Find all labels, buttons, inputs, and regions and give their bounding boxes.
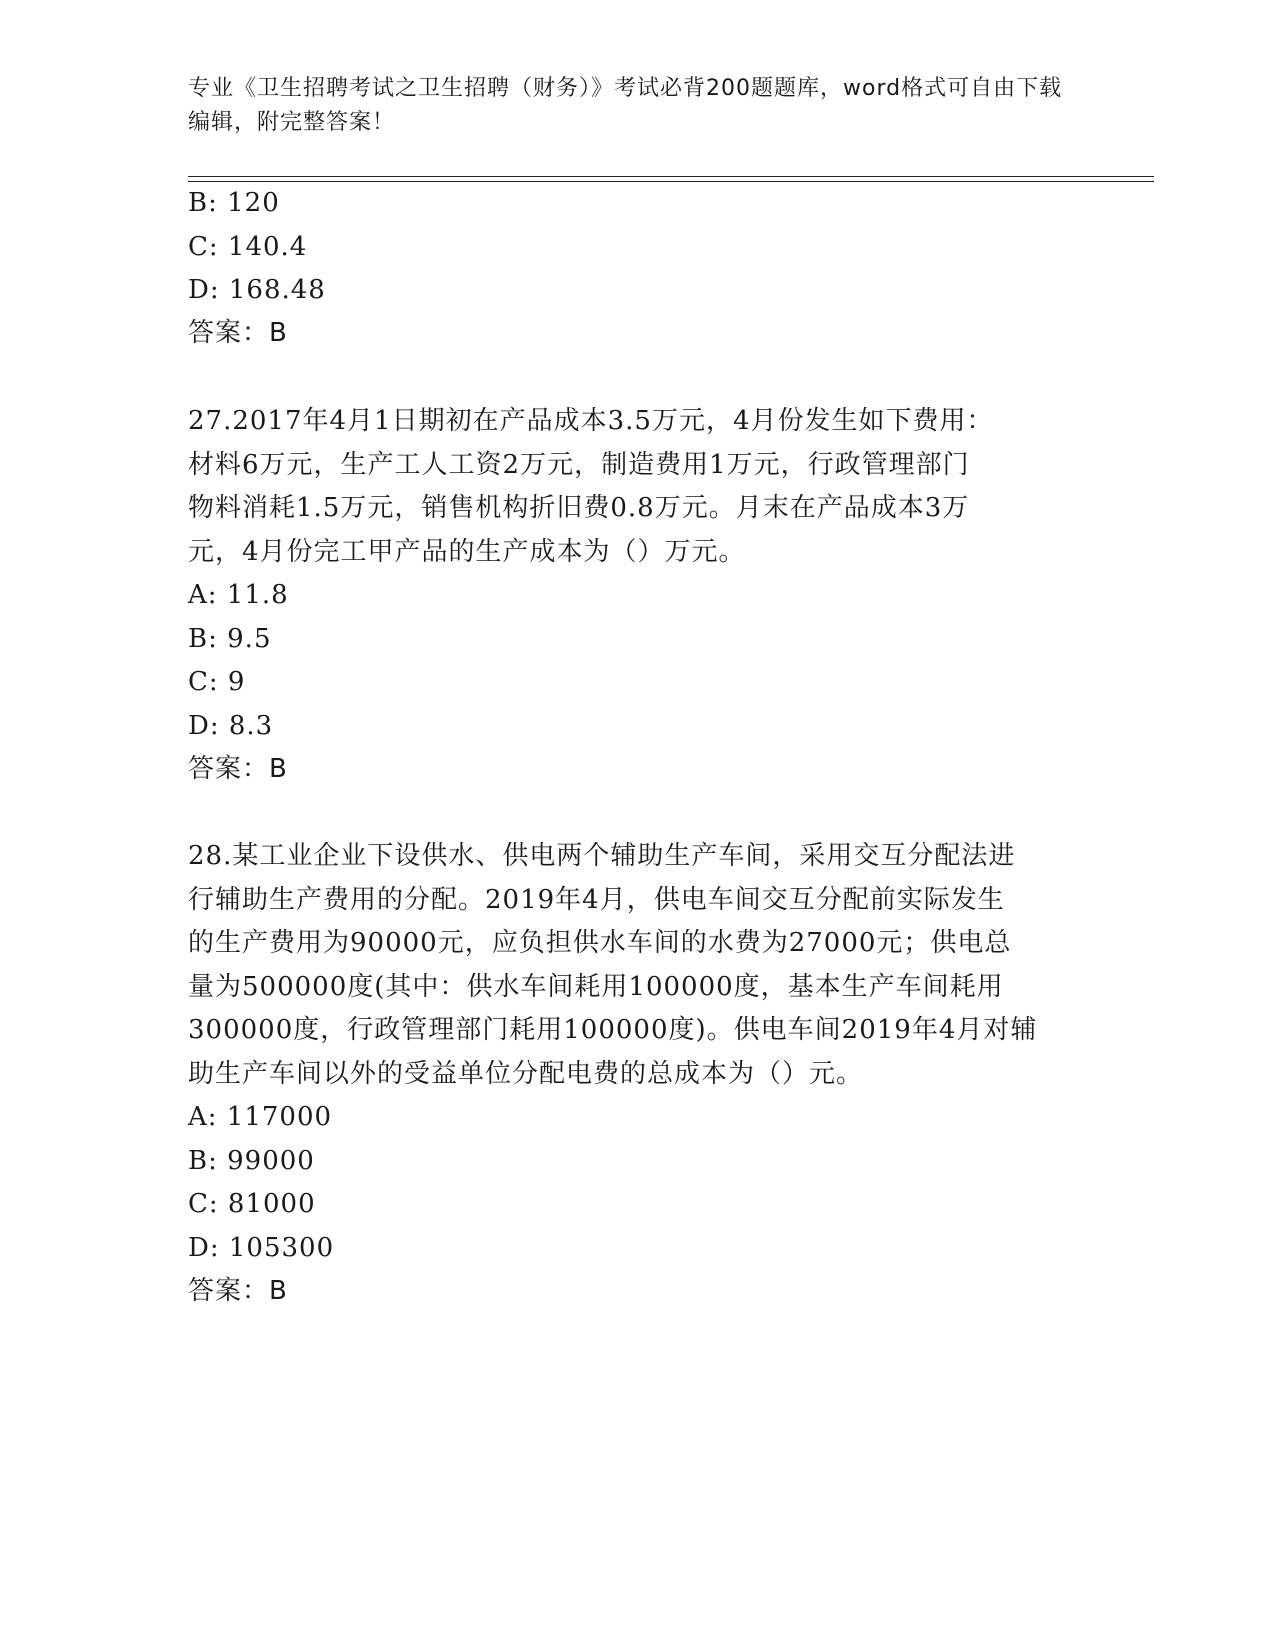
option-d: D: 8.3 <box>188 711 274 741</box>
option-b: B: 9.5 <box>188 624 272 654</box>
option-c: C: 81000 <box>188 1189 316 1219</box>
answer: 答案：B <box>188 1276 288 1306</box>
question-line: 28.某工业企业下设供水、供电两个辅助生产车间，采用交互分配法进 <box>188 841 1016 871</box>
option-b: B: 99000 <box>188 1146 315 1176</box>
question-line: 行辅助生产费用的分配。2019年4月，供电车间交互分配前实际发生 <box>188 885 1005 915</box>
option-d: D: 168.48 <box>188 275 326 305</box>
answer: 答案：B <box>188 754 288 784</box>
question-line: 的生产费用为90000元，应负担供水车间的水费为27000元；供电总 <box>188 928 1012 958</box>
option-c: C: 9 <box>188 667 246 697</box>
question-line: 物料消耗1.5万元，销售机构折旧费0.8万元。月末在产品成本3万 <box>188 493 970 523</box>
option-d: D: 105300 <box>188 1233 335 1263</box>
header-rule-top <box>188 176 1154 177</box>
question-line: 27.2017年4月1日期初在产品成本3.5万元，4月份发生如下费用： <box>188 406 994 436</box>
option-b: B: 120 <box>188 188 280 218</box>
answer: 答案：B <box>188 318 288 348</box>
document-header <box>188 72 1068 140</box>
option-a: A: 117000 <box>188 1102 333 1132</box>
option-c: C: 140.4 <box>188 232 308 262</box>
question-line: 量为500000度(其中：供水车间耗用100000度，基本生产车间耗用 <box>188 972 1004 1002</box>
header-rule-bottom <box>188 181 1154 182</box>
option-a: A: 11.8 <box>188 580 289 610</box>
question-line: 材料6万元，生产工人工资2万元，制造费用1万元，行政管理部门 <box>188 450 970 480</box>
question-line: 元，4月份完工甲产品的生产成本为（）万元。 <box>188 537 746 567</box>
question-line: 助生产车间以外的受益单位分配电费的总成本为（）元。 <box>188 1059 864 1089</box>
question-line: 300000度，行政管理部门耗用100000度)。供电车间2019年4月对辅 <box>188 1015 1038 1045</box>
header-title: 专业《卫生招聘考试之卫生招聘（财务）》考试必背200题题库，word格式可自由下载编辑，附完整答案！ <box>188 76 1063 135</box>
